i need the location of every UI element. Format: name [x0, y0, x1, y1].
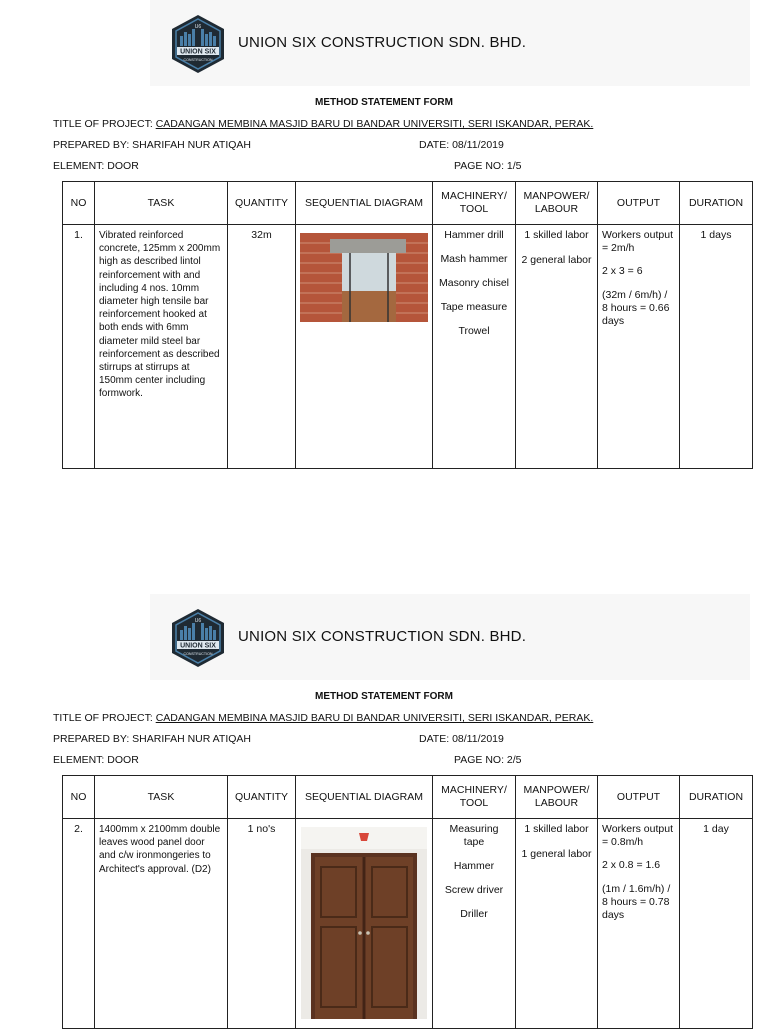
row-quantity: 1 no's — [228, 819, 296, 1029]
col-header-task: TASK — [95, 776, 228, 819]
tool-item: Hammer drill — [444, 229, 504, 241]
tool-item: Driller — [460, 908, 488, 920]
project-title-value: CADANGAN MEMBINA MASJID BARU DI BANDAR UNIVERSITI, SERI ISKANDAR, PERAK. — [155, 712, 594, 724]
prepared-by-label: PREPARED BY: — [53, 733, 130, 745]
table-header-row — [63, 182, 753, 225]
element-label: ELEMENT: — [53, 160, 105, 172]
row-duration: 1 days — [680, 225, 753, 469]
row-tools — [433, 819, 516, 1029]
logo-mark-text: U6 — [194, 618, 202, 624]
row-manpower — [516, 225, 598, 469]
table-row — [63, 225, 753, 469]
row-diagram — [296, 819, 433, 1029]
table-header-row — [63, 776, 753, 819]
col-header-quantity: QUANTITY — [228, 776, 296, 819]
project-title-value: CADANGAN MEMBINA MASJID BARU DI BANDAR UNIVERSITI, SERI ISKANDAR, PERAK. — [155, 118, 594, 130]
page-no-row — [454, 160, 522, 172]
tool-item: Hammer — [453, 860, 495, 872]
company-logo — [168, 608, 228, 668]
col-header-task: TASK — [95, 182, 228, 225]
tool-item: Tape measure — [440, 301, 508, 313]
lintel-photo-image — [300, 233, 428, 322]
date-value: 08/11/2019 — [452, 139, 504, 151]
tool-item: Measuring tape — [449, 823, 499, 848]
row-output — [598, 225, 680, 469]
output-line: 2 x 3 = 6 — [602, 265, 643, 278]
element-value: DOOR — [107, 160, 139, 172]
col-header-tool: MACHINERY/ TOOL — [433, 182, 516, 225]
page-no-label: PAGE NO: — [454, 160, 504, 172]
col-header-quantity: QUANTITY — [228, 182, 296, 225]
row-no: 1. — [63, 225, 95, 469]
page-no-row — [454, 754, 522, 766]
logo-sub-text: CONSTRUCTION — [183, 652, 213, 656]
method-statement-table — [62, 181, 753, 469]
output-line: Workers output = 2m/h — [602, 229, 674, 255]
col-header-diagram: SEQUENTIAL DIAGRAM — [296, 776, 433, 819]
element-value: DOOR — [107, 754, 139, 766]
col-header-manpower: MANPOWER/ LABOUR — [516, 776, 598, 819]
form-title: METHOD STATEMENT FORM — [315, 691, 453, 702]
output-line: Workers output = 0.8m/h — [602, 823, 674, 849]
company-name: UNION SIX CONSTRUCTION SDN. BHD. — [238, 628, 527, 645]
logo-main-text: UNION SIX — [180, 642, 216, 650]
tool-item: Screw driver — [444, 884, 504, 896]
date-label: DATE: — [419, 733, 450, 745]
row-duration: 1 day — [680, 819, 753, 1029]
prepared-by-label: PREPARED BY: — [53, 139, 130, 151]
row-no: 2. — [63, 819, 95, 1029]
tool-item: Masonry chisel — [438, 277, 510, 289]
logo-main-text: UNION SIX — [180, 48, 216, 56]
tool-item: Trowel — [458, 325, 490, 337]
project-title-label: TITLE OF PROJECT: — [53, 712, 153, 724]
prepared-by-value: SHARIFAH NUR ATIQAH — [132, 139, 251, 151]
element-label: ELEMENT: — [53, 754, 105, 766]
row-task: 1400mm x 2100mm double leaves wood panel door and c/w ironmongeries to Architect's approval. (D2) — [95, 819, 228, 1029]
form-title: METHOD STATEMENT FORM — [315, 97, 453, 108]
project-title-row — [53, 712, 593, 724]
manpower-item: 1 skilled labor — [524, 229, 589, 241]
company-logo — [168, 14, 228, 74]
tool-item: Mash hammer — [440, 253, 508, 265]
row-manpower — [516, 819, 598, 1029]
page-no-value: 2/5 — [506, 754, 522, 766]
date-row — [419, 733, 504, 745]
manpower-item: 1 general labor — [521, 848, 592, 861]
row-diagram — [296, 225, 433, 469]
output-line: (1m / 1.6m/h) / 8 hours = 0.78 days — [602, 882, 671, 922]
col-header-tool: MACHINERY/ TOOL — [433, 776, 516, 819]
page-no-value: 1/5 — [506, 160, 522, 172]
output-line: 2 x 0.8 = 1.6 — [602, 859, 661, 872]
col-header-no: NO — [63, 776, 95, 819]
element-row — [53, 754, 139, 766]
prepared-by-value: SHARIFAH NUR ATIQAH — [132, 733, 251, 745]
prepared-by-row — [53, 733, 251, 745]
logo-sub-text: CONSTRUCTION — [183, 58, 213, 62]
element-row — [53, 160, 139, 172]
manpower-item: 2 general labor — [521, 254, 592, 267]
row-tools — [433, 225, 516, 469]
col-header-output: OUTPUT — [598, 182, 680, 225]
col-header-no: NO — [63, 182, 95, 225]
col-header-diagram: SEQUENTIAL DIAGRAM — [296, 182, 433, 225]
project-title-label: TITLE OF PROJECT: — [53, 118, 153, 130]
table-row — [63, 819, 753, 1029]
output-line: (32m / 6m/h) / 8 hours = 0.66 days — [602, 288, 670, 328]
date-value: 08/11/2019 — [452, 733, 504, 745]
date-row — [419, 139, 504, 151]
row-task: Vibrated reinforced concrete, 125mm x 200mm high as described lintol reinforcement with and including 4 nos. 10mm diameter high tensile bar reinforcement hooked at both ends with 6mm diameter mild steel bar reinforcement as described stirrups at stirrups at 150mm center including formwork. — [95, 225, 228, 469]
prepared-by-row — [53, 139, 251, 151]
col-header-duration: DURATION — [680, 182, 753, 225]
row-quantity: 32m — [228, 225, 296, 469]
col-header-manpower: MANPOWER/ LABOUR — [516, 182, 598, 225]
col-header-output: OUTPUT — [598, 776, 680, 819]
project-title-row — [53, 118, 593, 130]
manpower-item: 1 skilled labor — [524, 823, 589, 835]
company-name: UNION SIX CONSTRUCTION SDN. BHD. — [238, 34, 527, 51]
row-output — [598, 819, 680, 1029]
date-label: DATE: — [419, 139, 450, 151]
wood-door-photo-image — [301, 827, 427, 1019]
method-statement-table — [62, 775, 753, 1029]
page-no-label: PAGE NO: — [454, 754, 504, 766]
logo-mark-text: U6 — [194, 24, 202, 30]
col-header-duration: DURATION — [680, 776, 753, 819]
